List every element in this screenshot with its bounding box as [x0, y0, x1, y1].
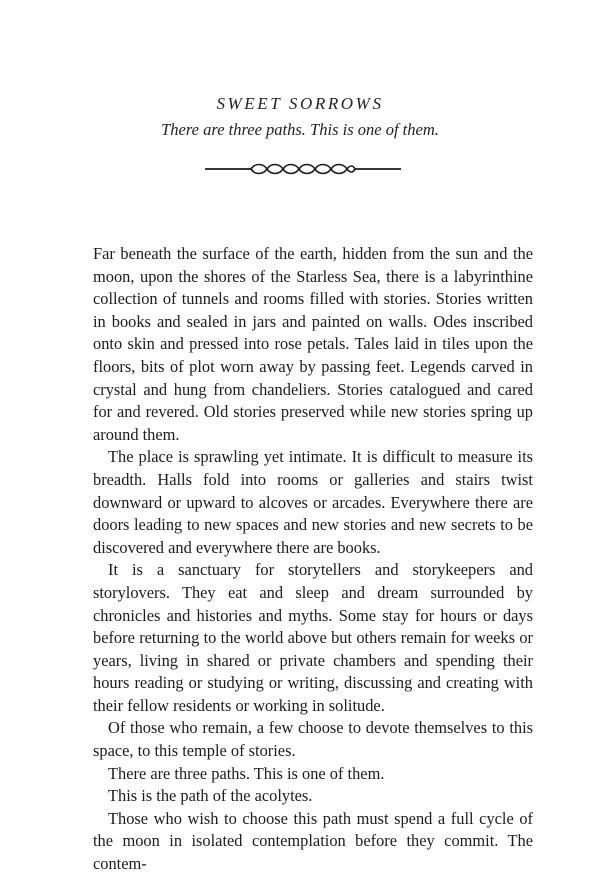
- paragraph: Far beneath the surface of the earth, hidden from the sun and the moon, upon the shores of the Starless Sea, there is a labyrinthine collection of tunnels and rooms filled with stories. Stories written in books and sealed in jars and painted on walls. Odes inscribed onto skin and pressed into rose petals. Tales laid in tiles upon the floors, bits of plot worn away by passing feet. Legends carved in crystal and hung from chandeliers. Stories catalogued and cared for and revered. Old stories preserved while new stories spring up around them.: [93, 244, 533, 444]
- paragraph: There are three paths. This is one of them.: [108, 763, 385, 783]
- paragraph: The place is sprawling yet intimate. It is difficult to measure its breadth. Halls fold into rooms or galleries and stairs twist downward or upward to alcoves or arcades. Everywhere there are doors leading to new spaces and new stories and new secrets to be discovered and everywhere there are books.: [93, 447, 533, 557]
- paragraph: Of those who remain, a few choose to devote themselves to this space, to this temple of stories.: [93, 718, 533, 761]
- paragraph: This is the path of the acolytes.: [108, 786, 313, 806]
- chapter-subtitle: There are three paths. This is one of them.: [161, 120, 439, 139]
- chapter-title: SWEET SORROWS: [216, 94, 384, 113]
- body-text: [93, 243, 533, 876]
- flourish-ornament-icon: [205, 157, 401, 181]
- paragraph: It is a sanctuary for storytellers and storykeepers and storylovers. They eat and sleep and dream surrounded by chronicles and histories and myths. Some stay for hours or days before returning to the world above but others remain for weeks or years, living in shared or private chambers and spending their hours reading or studying or writing, discussing and creating with their fellow residents or working in solitude.: [93, 560, 533, 715]
- paragraph: Those who wish to choose this path must spend a full cycle of the moon in isolated contemplation before they commit. The contem-: [93, 808, 533, 874]
